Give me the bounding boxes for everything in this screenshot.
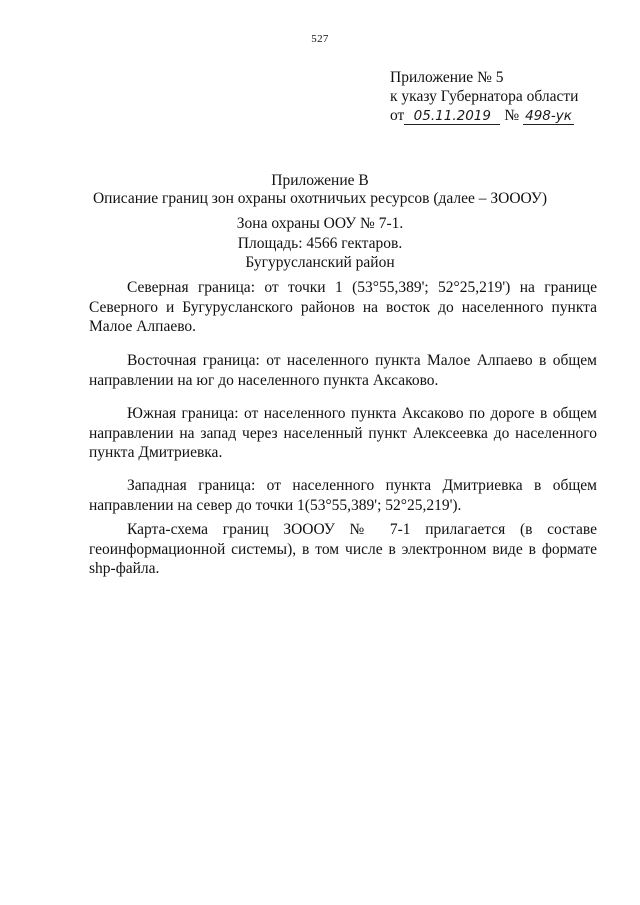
east-boundary-paragraph: Восточная граница: от населенного пункта Малое Алпаево в общем направлении на юг до населенного пункта Аксаково. <box>89 352 597 389</box>
south-boundary-paragraph: Южная граница: от населенного пункта Аксаково по дороге в общем направлении на запад через населенный пункт Алексеевка до населенного пункта Дмитриевка. <box>89 405 597 461</box>
page-number: 527 <box>311 33 329 45</box>
zone-info <box>60 214 580 273</box>
handwritten-date: 05.11.2019 <box>404 109 500 125</box>
approval-date-line <box>390 106 578 125</box>
map-scheme-paragraph: Карта-схема границ ЗОООУ № 7-1 прилагается (в составе геоинформационной системы), в том числе в электронном виде в формате shp-файла. <box>89 521 597 577</box>
date-prefix: от <box>390 107 405 124</box>
approval-annex-number: Приложение № 5 <box>390 69 504 86</box>
number-sign: № <box>504 107 520 124</box>
zone-district: Бугурусланский район <box>245 254 395 271</box>
north-boundary-paragraph: Северная граница: от точки 1 (53°55,389'; 52°25,219') на границе Северного и Бугурусланского районов на восток до населенного пункта Малое Алпаево. <box>89 279 597 335</box>
zone-area: Площадь: 4566 гектаров. <box>237 234 403 252</box>
zone-name: Зона охраны ООУ № 7-1. <box>236 215 404 232</box>
description-title: Описание границ зон охраны охотничьих ресурсов (далее – ЗОООУ) <box>92 190 547 207</box>
west-boundary-paragraph: Западная граница: от населенного пункта Дмитриевка в общем направлении на север до точки 1(53°55,389'; 52°25,219'). <box>89 477 597 514</box>
approval-decree-reference: к указу Губернатора области <box>390 88 579 105</box>
approval-block <box>390 68 578 125</box>
handwritten-decree-number: 498-ук <box>525 108 572 124</box>
annex-title: Приложение В <box>271 172 369 189</box>
